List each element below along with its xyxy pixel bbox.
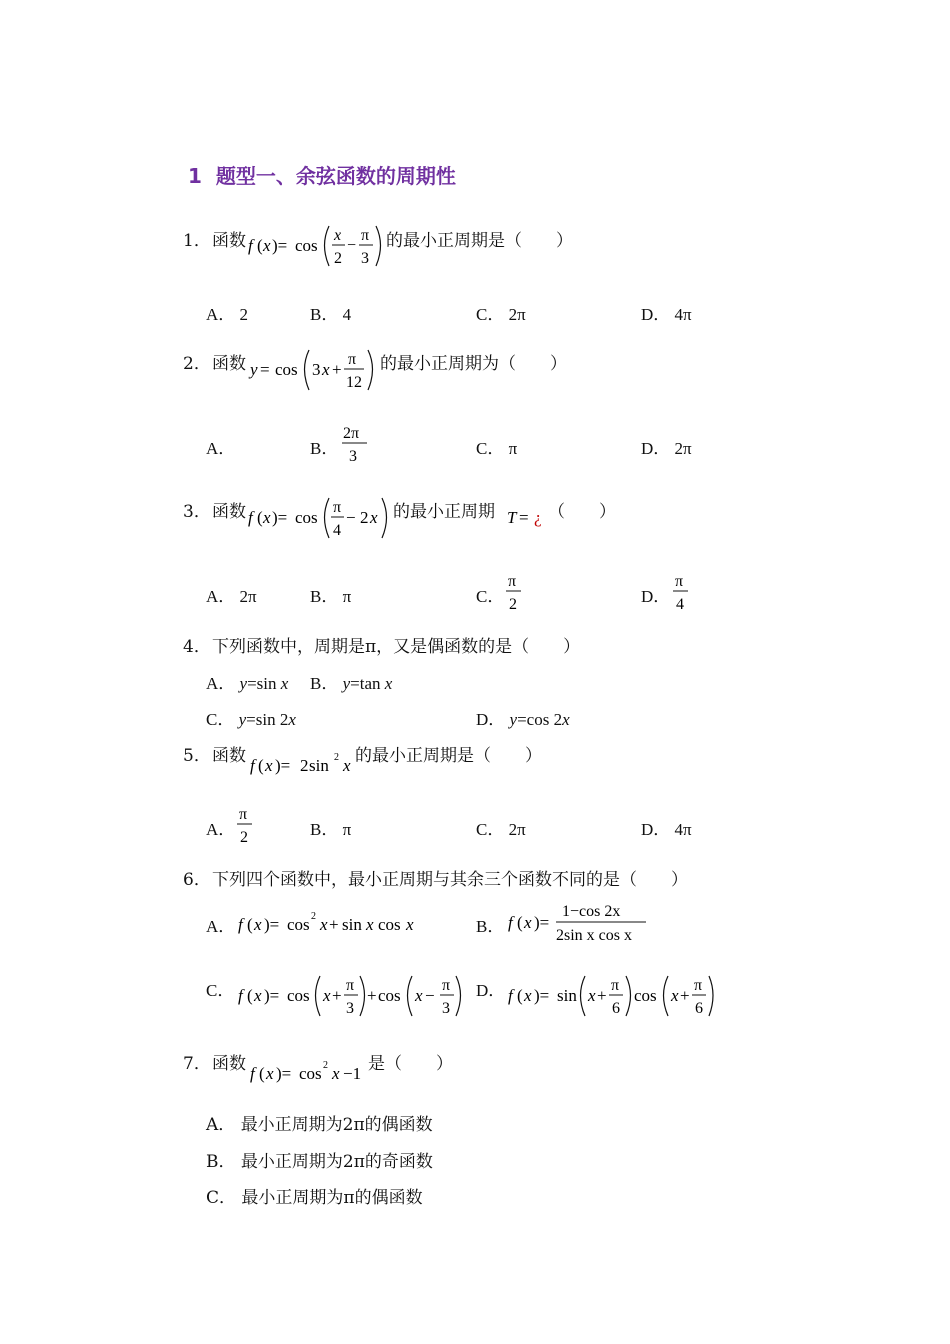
question-5-option-d[interactable]: D． 4π	[641, 820, 692, 839]
svg-text:sin: sin	[557, 986, 577, 1005]
question-1-stem-pre: 函数	[212, 231, 246, 251]
svg-text:4: 4	[333, 522, 341, 539]
question-3-number: 3．	[183, 502, 211, 522]
svg-text:)=: )=	[275, 756, 291, 775]
question-2-option-b-label[interactable]: B．	[310, 439, 339, 458]
question-7-option-b[interactable]: B． 最小正周期为2π的奇函数	[206, 1152, 433, 1172]
question-6-option-a-formula[interactable]	[236, 906, 424, 938]
svg-text:)=: )=	[276, 1064, 292, 1083]
question-1-stem-post: 的最小正周期是（ ）	[386, 231, 573, 251]
svg-text:3: 3	[442, 1000, 450, 1017]
question-4-option-b[interactable]: B． y=tan x	[310, 674, 393, 693]
svg-text:(: (	[257, 236, 263, 255]
svg-text:x: x	[263, 508, 271, 527]
svg-text:−: −	[346, 508, 356, 527]
svg-text:x: x	[254, 986, 262, 1005]
svg-text:x: x	[320, 915, 328, 934]
question-2-option-c[interactable]: C． π	[476, 439, 518, 458]
svg-text:3: 3	[349, 448, 357, 465]
svg-text:+: +	[367, 986, 377, 1005]
question-4-option-d[interactable]: D． y=cos 2x	[476, 710, 570, 729]
svg-text:(: (	[247, 986, 253, 1005]
svg-text:π: π	[442, 977, 451, 994]
svg-text:x: x	[343, 756, 351, 775]
question-7-number: 7．	[183, 1054, 211, 1074]
svg-text:)=: )=	[264, 915, 280, 934]
svg-text:(: (	[517, 986, 523, 1005]
svg-text:(: (	[517, 913, 523, 932]
question-3-stem-pre: 函数	[212, 502, 246, 522]
svg-text:2: 2	[300, 756, 309, 775]
question-7-stem-post: 是（ ）	[368, 1054, 453, 1074]
svg-text:2: 2	[334, 752, 339, 763]
svg-text:cos: cos	[378, 915, 401, 934]
svg-text:π: π	[611, 977, 620, 994]
svg-text:x: x	[366, 915, 374, 934]
svg-text:3: 3	[312, 360, 321, 379]
svg-text:sin: sin	[309, 756, 329, 775]
svg-text:x: x	[263, 236, 271, 255]
svg-text:−: −	[425, 986, 435, 1005]
svg-text:x: x	[334, 227, 342, 244]
question-2-stem-pre: 函数	[212, 354, 246, 374]
question-4-stem: 下列函数中，周期是π，又是偶函数的是（ ）	[212, 637, 581, 657]
section-title-text: 题型一、余弦函数的周期性	[215, 164, 456, 188]
svg-text:2: 2	[334, 250, 342, 267]
question-5-stem-pre: 函数	[212, 746, 246, 766]
question-4-number: 4．	[183, 637, 211, 657]
svg-text:f: f	[238, 915, 243, 934]
svg-text:cos: cos	[295, 236, 318, 255]
question-6-option-d-formula[interactable]	[506, 968, 718, 1022]
svg-text:)=: )=	[264, 986, 280, 1005]
svg-text:(: (	[259, 1064, 265, 1083]
svg-text:π: π	[348, 351, 357, 368]
svg-text:=: =	[260, 360, 270, 379]
svg-text:π: π	[694, 977, 703, 994]
svg-text:cos: cos	[299, 1064, 322, 1083]
question-5-option-c[interactable]: C． 2π	[476, 820, 526, 839]
svg-text:(: (	[257, 508, 263, 527]
svg-text:x: x	[265, 756, 273, 775]
svg-text:2: 2	[311, 911, 316, 922]
svg-text:=: =	[519, 508, 529, 527]
svg-text:f: f	[248, 508, 253, 527]
svg-text:3: 3	[361, 250, 369, 267]
svg-text:2: 2	[240, 829, 248, 846]
svg-text:3: 3	[346, 1000, 354, 1017]
svg-text:π: π	[346, 977, 355, 994]
svg-text:cos: cos	[295, 508, 318, 527]
svg-text:x: x	[370, 508, 378, 527]
question-6-number: 6．	[183, 870, 211, 890]
svg-text:cos: cos	[378, 986, 401, 1005]
svg-text:sin: sin	[342, 915, 362, 934]
svg-text:)=: )=	[534, 913, 550, 932]
svg-text:x: x	[671, 986, 679, 1005]
section-number: 1	[188, 164, 202, 188]
svg-text:x: x	[524, 913, 532, 932]
question-6-option-b-label[interactable]: B．	[476, 917, 505, 936]
svg-text:f: f	[508, 913, 513, 932]
svg-text:π: π	[361, 227, 370, 244]
svg-text:(: (	[258, 756, 264, 775]
svg-text:+: +	[332, 986, 342, 1005]
question-7-option-c[interactable]: C． 最小正周期为π的偶函数	[206, 1188, 423, 1208]
question-1-option-b[interactable]: B． 4	[310, 305, 352, 324]
svg-text:2π: 2π	[343, 425, 360, 442]
question-4-option-a[interactable]: A． y=sin x	[206, 674, 289, 693]
svg-text:x: x	[415, 986, 423, 1005]
question-6-option-d-label[interactable]: D．	[476, 981, 506, 1000]
question-3-stem-post: （ ）	[548, 502, 616, 522]
question-6-option-a-label[interactable]: A．	[206, 917, 236, 936]
svg-text:f: f	[250, 756, 255, 775]
question-1-option-d[interactable]: D． 4π	[641, 305, 692, 324]
svg-text:2: 2	[323, 1060, 328, 1071]
svg-text:6: 6	[612, 1000, 620, 1017]
question-6-option-b-formula[interactable]	[506, 898, 650, 948]
svg-text:x: x	[254, 915, 262, 934]
question-6-option-c-label[interactable]: C．	[206, 981, 235, 1000]
svg-text:cos: cos	[634, 986, 657, 1005]
question-7-formula	[248, 1054, 370, 1088]
question-7-option-a[interactable]: A． 最小正周期为2π的偶函数	[206, 1115, 433, 1135]
svg-text:f: f	[250, 1064, 255, 1083]
svg-text:2sin x cos x: 2sin x cos x	[556, 927, 632, 944]
question-5-option-a-label[interactable]: A．	[206, 820, 236, 839]
svg-text:π: π	[333, 499, 342, 516]
svg-text:12: 12	[346, 374, 362, 391]
svg-text:π: π	[508, 573, 517, 590]
question-7-stem-pre: 函数	[212, 1054, 246, 1074]
svg-text:+: +	[597, 986, 607, 1005]
svg-text:cos: cos	[287, 915, 310, 934]
svg-text:y: y	[250, 360, 258, 379]
svg-text:+: +	[680, 986, 690, 1005]
svg-text:)=: )=	[272, 508, 288, 527]
svg-text:4: 4	[676, 596, 684, 613]
svg-text:+: +	[332, 360, 342, 379]
svg-text:x: x	[588, 986, 596, 1005]
svg-text:−1: −1	[343, 1064, 362, 1083]
question-3-option-c-fraction[interactable]	[504, 568, 526, 616]
svg-text:x: x	[332, 1064, 340, 1083]
svg-text:)=: )=	[534, 986, 550, 1005]
question-4-option-c[interactable]: C． y=sin 2x	[206, 710, 296, 729]
svg-text:T: T	[507, 508, 517, 527]
question-3-stem-mid: 的最小正周期	[393, 502, 495, 522]
svg-text:x: x	[322, 360, 330, 379]
svg-text:)=: )=	[272, 236, 288, 255]
question-6-stem: 下列四个函数中，最小正周期与其余三个函数不同的是（ ）	[212, 870, 688, 890]
svg-text:π: π	[675, 573, 684, 590]
question-1-number: 1．	[183, 231, 211, 251]
question-5-option-a-fraction[interactable]	[235, 801, 257, 849]
svg-text:x: x	[323, 986, 331, 1005]
svg-text:¿: ¿	[534, 508, 542, 527]
question-5-stem-post: 的最小正周期是（ ）	[355, 746, 542, 766]
question-1-option-a[interactable]: A． 2	[206, 305, 249, 324]
question-3-option-a[interactable]: A． 2π	[206, 587, 257, 606]
question-3-formula	[248, 490, 394, 544]
svg-text:f: f	[508, 986, 513, 1005]
svg-text:6: 6	[695, 1000, 703, 1017]
question-1-option-c[interactable]: C． 2π	[476, 305, 526, 324]
question-3-option-d-fraction[interactable]	[671, 568, 693, 616]
svg-text:2: 2	[360, 508, 369, 527]
svg-text:2: 2	[509, 596, 517, 613]
svg-text:1−cos 2x: 1−cos 2x	[562, 903, 621, 920]
question-5-number: 5．	[183, 746, 211, 766]
question-3-option-b[interactable]: B． π	[310, 587, 352, 606]
question-2-number: 2．	[183, 354, 211, 374]
question-6-option-c-formula[interactable]	[236, 968, 464, 1022]
question-2-option-d[interactable]: D． 2π	[641, 439, 692, 458]
svg-text:+: +	[329, 915, 339, 934]
question-3-period-symbol	[506, 504, 550, 530]
question-2-formula	[248, 342, 380, 396]
svg-text:π: π	[239, 806, 248, 823]
svg-text:cos: cos	[275, 360, 298, 379]
question-5-formula	[248, 746, 356, 780]
svg-text:−: −	[347, 237, 357, 254]
svg-text:f: f	[248, 236, 253, 255]
question-3-option-c-label[interactable]: C．	[476, 587, 505, 606]
question-1-formula	[248, 218, 386, 272]
svg-text:cos: cos	[287, 986, 310, 1005]
question-5-option-b[interactable]: B． π	[310, 820, 352, 839]
question-2-option-b-fraction[interactable]	[340, 420, 372, 468]
svg-text:x: x	[406, 915, 414, 934]
question-3-option-d-label[interactable]: D．	[641, 587, 671, 606]
svg-text:(: (	[247, 915, 253, 934]
question-2-stem-post: 的最小正周期为（ ）	[380, 354, 567, 374]
svg-text:f: f	[238, 986, 243, 1005]
svg-text:x: x	[524, 986, 532, 1005]
section-title	[188, 160, 456, 189]
svg-text:x: x	[266, 1064, 274, 1083]
question-2-option-a[interactable]: A．	[206, 439, 236, 458]
